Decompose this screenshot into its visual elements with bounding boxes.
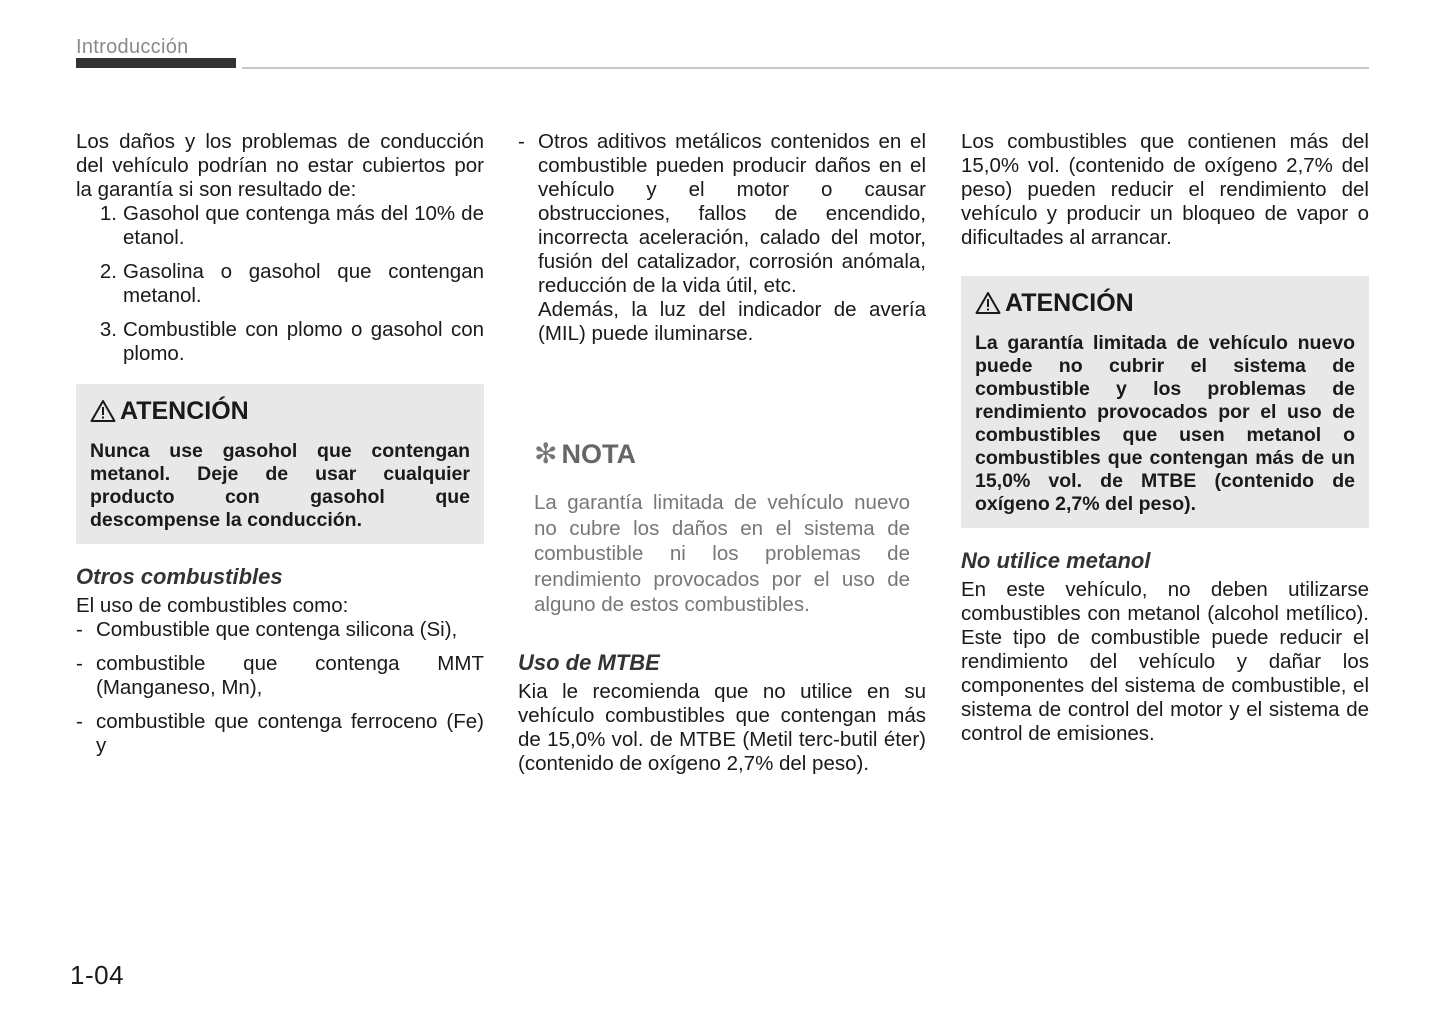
section-title-other-fuels: Otros combustibles (76, 564, 283, 589)
list-text (538, 130, 926, 346)
warning-title-text: ATENCIÓN (120, 397, 249, 425)
mil-text: Además, la luz del indicador de avería (MIL) puede iluminarse. (538, 298, 926, 345)
section-header-title: Introducción (76, 36, 189, 58)
note-text: La garantía limitada de vehículo nuevo no cubre los daños en el sistema de combustible ni los problemas de rendimiento provocados por el uso de alguno de estos combustibles. (534, 491, 910, 616)
list-text: Gasolina o gasohol que contengan metanol. (123, 260, 484, 307)
additives-text: Otros aditivos metálicos contenidos en el combustible pueden producir daños en el vehículo y el motor o causar obstrucciones, fallos de encendido, incorrecta aceleración, calado del motor, fusión del catalizador, corrosión anómala, reducción de la vida útil, etc. (538, 130, 926, 297)
warning-title (975, 288, 1355, 318)
warning-text: La garantía limitada de vehículo nuevo puede no cubrir el sistema de combustible y los problemas de rendimiento provocados por el uso de combustibles que usen metanol o combustibles que contengan más de un 15,0% vol. de MTBE (contenido de oxígeno 2,7% del peso). (975, 332, 1355, 515)
intro-paragraph: Los daños y los problemas de conducción del vehículo podrían no estar cubiertos por la garantía si son resultado de: (76, 130, 484, 201)
page-number: 1-04 (70, 960, 125, 990)
header-divider-line (242, 67, 1369, 69)
warning-box (961, 276, 1369, 528)
warning-title (90, 396, 470, 426)
other-fuels-list (76, 618, 484, 758)
warning-triangle-icon (975, 291, 1001, 315)
warning-title-text: ATENCIÓN (1005, 289, 1134, 317)
list-item (518, 130, 926, 346)
list-dash: - (76, 618, 83, 641)
list-item (76, 318, 484, 366)
header-accent-bar (76, 58, 236, 68)
warning-box (76, 384, 484, 544)
list-dash: - (76, 652, 83, 675)
list-item (76, 260, 484, 308)
list-dash: - (518, 130, 525, 153)
list-item (76, 202, 484, 250)
list-number: 1. (99, 202, 117, 225)
warning-triangle-icon (90, 399, 116, 423)
section-title-mtbe: Uso de MTBE (518, 649, 660, 675)
column-left (76, 130, 484, 768)
section-title-methanol: No utilice metanol (961, 548, 1151, 573)
list-item (76, 710, 484, 758)
list-text: combustible que contenga MMT (Manganeso, Mn), (96, 652, 484, 699)
column-middle (518, 130, 926, 776)
methanol-paragraph: En este vehículo, no deben utilizarse combustibles con metanol (alcohol metílico). Este tipo de combustible puede reducir el rendimiento del vehículo y dañar los componentes del sistema de combustible, el sistema de control del motor y el sistema de control de emisiones. (961, 578, 1369, 745)
warning-text: Nunca use gasohol que contengan metanol. Deje de usar cualquier producto con gasohol que descompense la conducción. (90, 440, 470, 531)
list-number: 3. (99, 318, 117, 341)
note-title (534, 438, 910, 470)
asterisk-note-icon: ✻ (534, 438, 558, 469)
list-text: Combustible que contenga silicona (Si), (96, 618, 458, 641)
numbered-list (76, 202, 484, 366)
mtbe-paragraph: Kia le recomienda que no utilice en su vehículo combustibles que contengan más de 15,0% vol. de MTBE (Metil terc-butil éter) (contenido de oxígeno 2,7% del peso). (518, 679, 926, 775)
note-block (518, 438, 926, 618)
list-dash: - (76, 710, 83, 733)
oxygen-paragraph: Los combustibles que contienen más del 15,0% vol. (contenido de oxígeno 2,7% del peso) pueden reducir el rendimiento del vehículo y producir un bloqueo de vapor o dificultades al arrancar. (961, 130, 1369, 249)
list-text: Gasohol que contenga más del 10% de etanol. (123, 202, 484, 249)
list-item (76, 652, 484, 700)
list-number: 2. (99, 260, 117, 283)
other-fuels-intro: El uso de combustibles como: (76, 594, 349, 617)
column-right (961, 130, 1369, 746)
additives-list (518, 130, 926, 346)
list-text: combustible que contenga ferroceno (Fe) y (96, 710, 484, 757)
list-item (76, 618, 484, 642)
note-title-text: NOTA (561, 439, 636, 469)
list-text: Combustible con plomo o gasohol con plomo. (123, 318, 484, 365)
